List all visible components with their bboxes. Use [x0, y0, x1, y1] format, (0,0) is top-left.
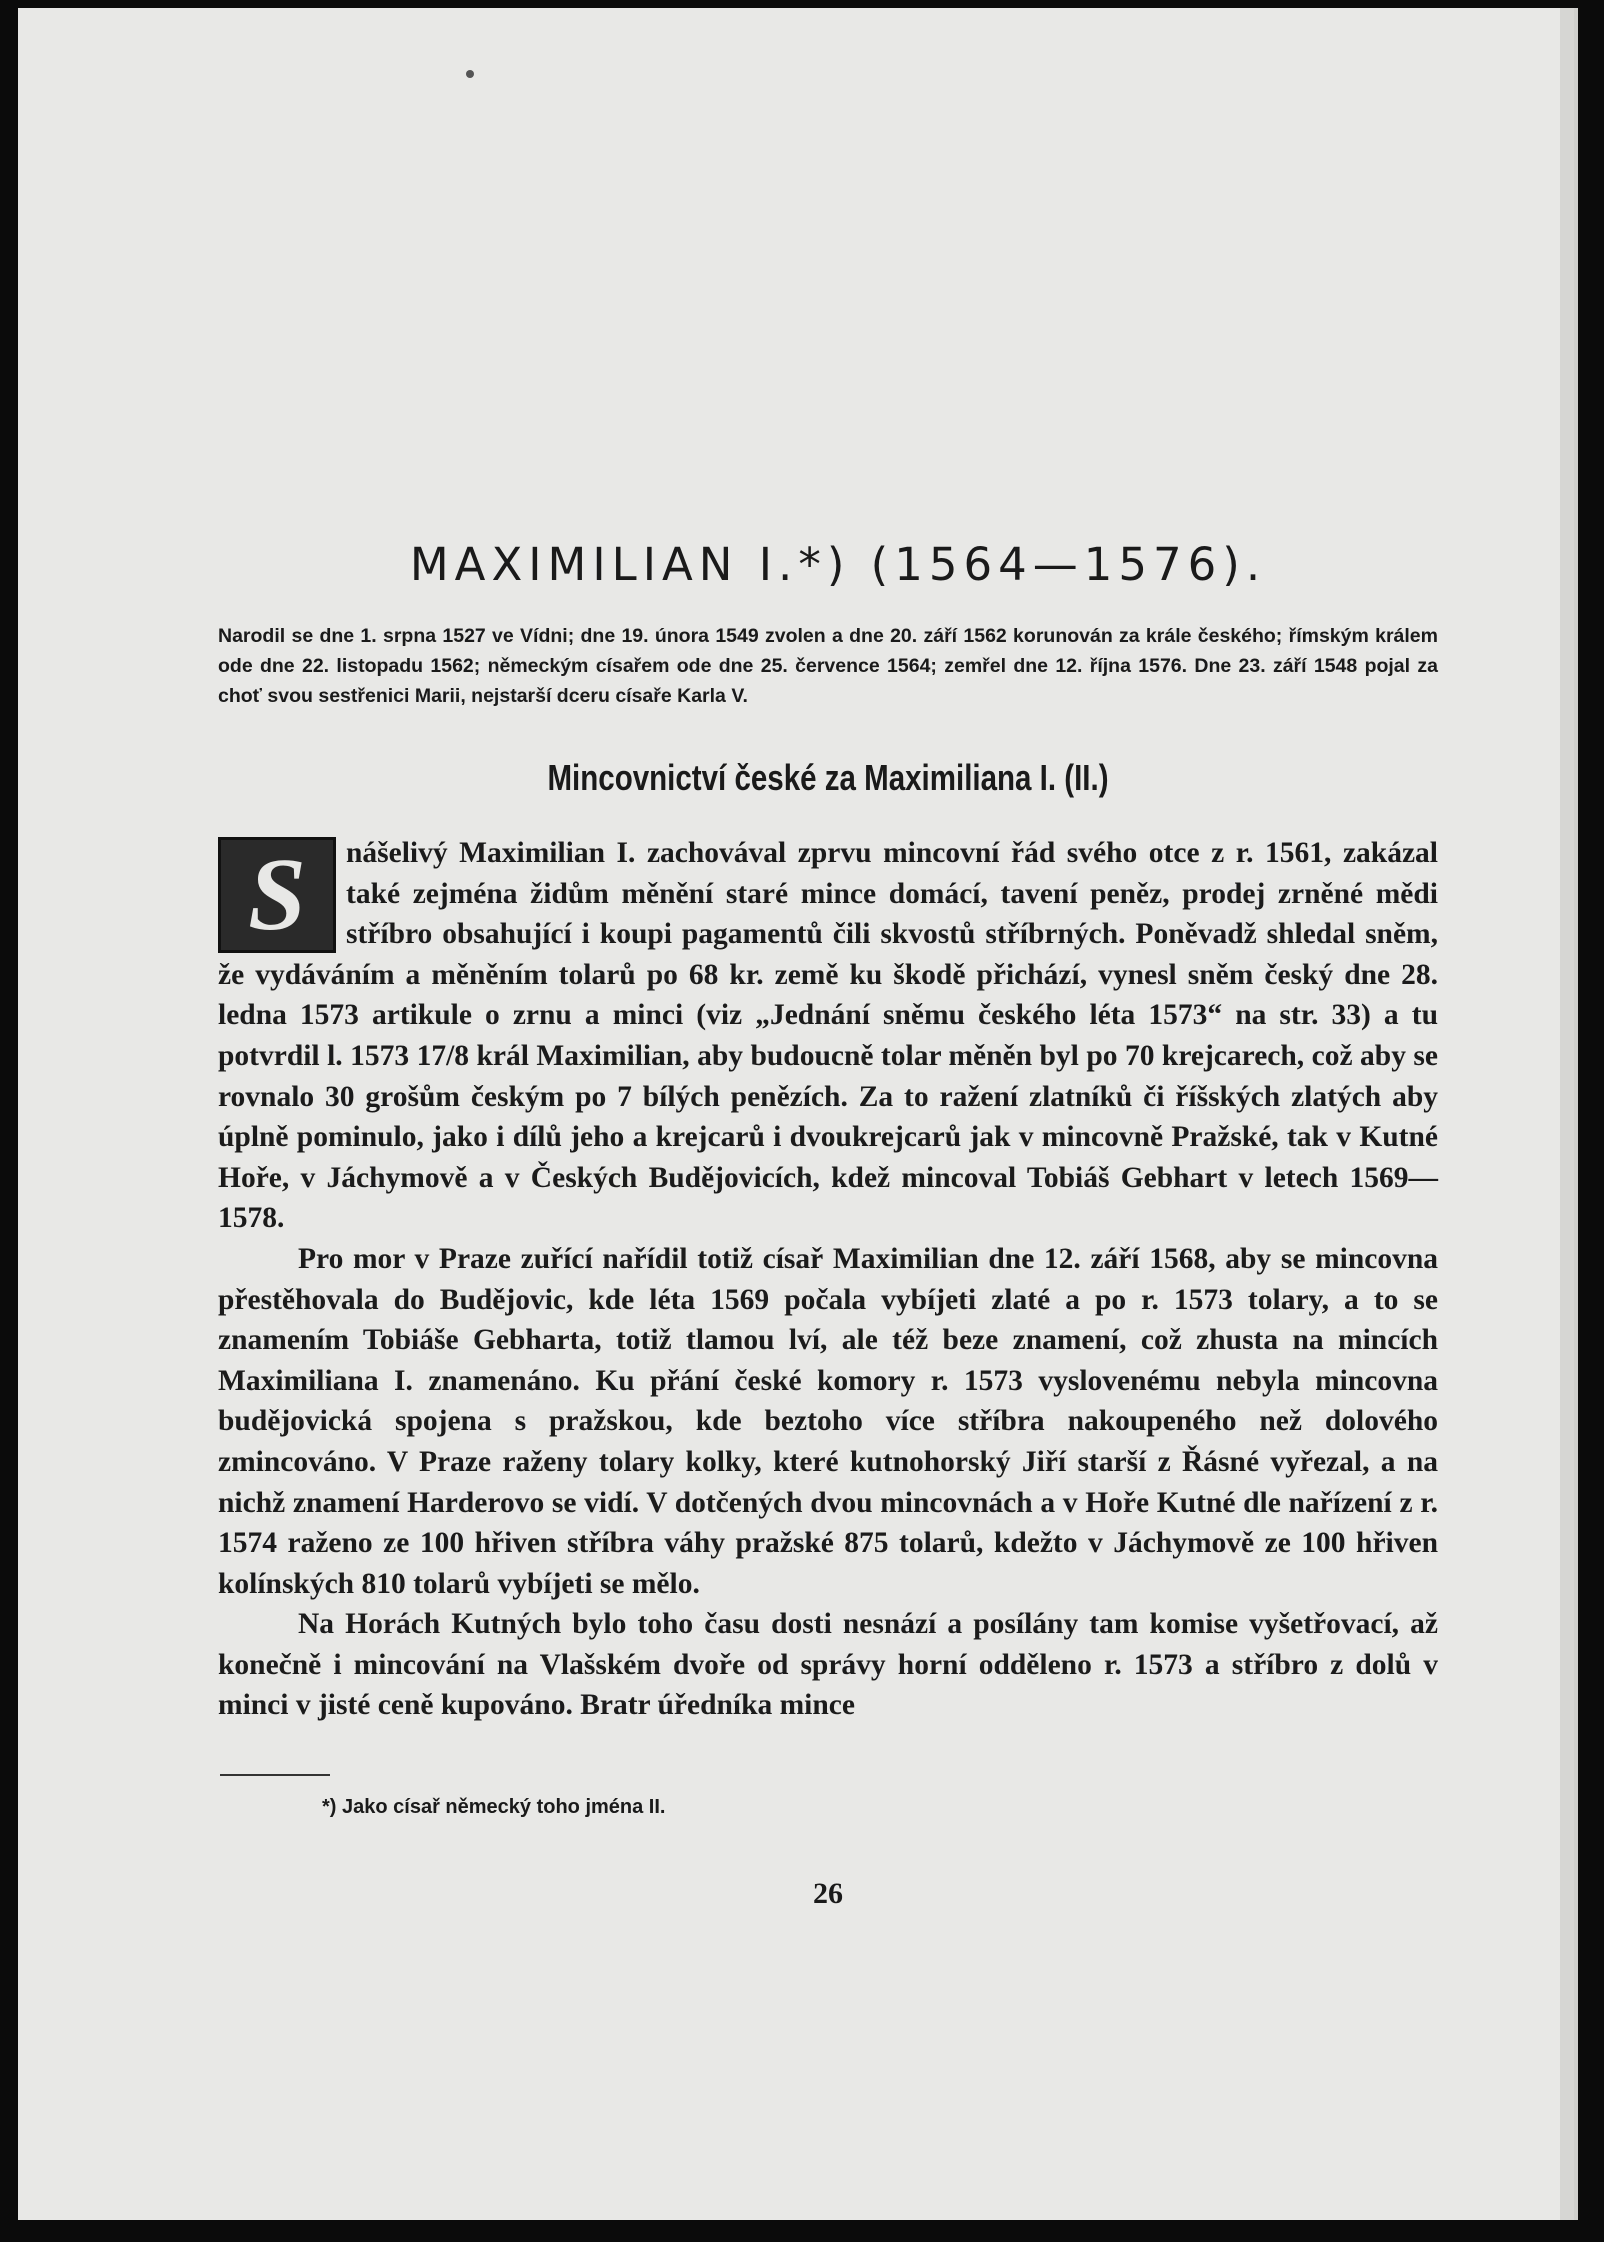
paragraph-1-text: nášelivý Maximilian I. zachovával zprvu mincovní řád svého otce z r. 1561, zakázal také zejména židům měnění staré mince domácí, tavení peněz, prodej zrněné mědi stříbro obsahující i koupi pagamentů čili skvostů stříbrných. Poněvadž shledal sněm, že vydáváním a měněním tolarů po 68 kr. země ku škodě přichází, vynesl sněm český dne 28. ledna 1573 artikule o zrnu a minci (viz „Jednání sněmu českého léta 1573“ na str. 33) a tu potvrdil l. 1573 17/8 král Maximilian, aby budoucně tolar měněn byl po 70 krejcarech, což aby se rovnalo 30 grošům českým po 7 bílých penězích. Za to ražení zlatníků či říšských zlatých aby úplně pominulo, jako i dílů jeho a krejcarů i dvoukrejcarů jak v mincovně Pražské, tak v Kutné Hoře, v Jáchymově a v Českých Budějovicích, kdež mincoval Tobiáš Gebhart v letech 1569—1578. — [218, 837, 1438, 1235]
paragraph-1 — [218, 833, 1438, 1239]
scanned-page — [18, 8, 1578, 2220]
page-content — [218, 538, 1438, 1911]
page-number: 26 — [813, 1877, 843, 1911]
biography-note: Narodil se dne 1. srpna 1527 ve Vídni; dne 19. února 1549 zvolen a dne 20. září 1562 korunován za krále českého; římským králem ode dne 22. listopadu 1562; německým císařem ode dne 25. července 1564; zemřel dne 12. října 1576. Dne 23. září 1548 pojal za choť svou sestřenici Marii, nejstarší dceru císaře Karla V. — [218, 625, 1438, 707]
paragraph-3: Na Horách Kutných bylo toho času dosti nesnází a posílány tam komise vyšetřovací, až konečně i mincování na Vlašském dvoře od správy horní odděleno r. 1573 a stříbro z dolů v minci v jisté ceně kupováno. Bratr úředníka mince — [218, 1608, 1438, 1722]
footnote-rule — [220, 1774, 330, 1776]
dropcap-letter: S — [218, 837, 336, 953]
body-text — [218, 833, 1438, 1726]
paragraph-2: Pro mor v Praze zuřící nařídil totiž císař Maximilian dne 12. září 1568, aby se mincovna přestěhovala do Budějovic, kde léta 1569 počala vybíjeti zlaté a po r. 1573 tolary, a to se znamením Tobiáše Gebharta, totiž tlamou lví, ale též beze znamení, což zhusta na mincích Maximiliana I. znamenáno. Ku přání české komory r. 1573 vyslovenému nebyla mincovna budějovická spojena s pražskou, kde beztoho více stříbra nakoupeného než dolového zmincováno. V Praze raženy tolary kolky, které kutnohorský Jiří starší z Řásné vyřezal, a na nichž znamení Harderovo se vidí. V dotčených dvou mincovnách a v Hoře Kutné dle nařízení z r. 1574 raženo ze 100 hřiven stříbra váhy pražské 875 tolarů, kdežto v Jáchymově ze 100 hřiven kolínských 810 tolarů vybíjeti se mělo. — [218, 1242, 1438, 1600]
section-heading: Mincovnictví české za Maximiliana I. (II.) — [547, 757, 1109, 798]
footnote: *) Jako císař německý toho jména II. — [322, 1796, 666, 1819]
page-title: MAXIMILIAN I.*) (1564—1576). — [409, 538, 1267, 591]
page-edge — [1560, 8, 1574, 2220]
speck — [466, 70, 474, 78]
